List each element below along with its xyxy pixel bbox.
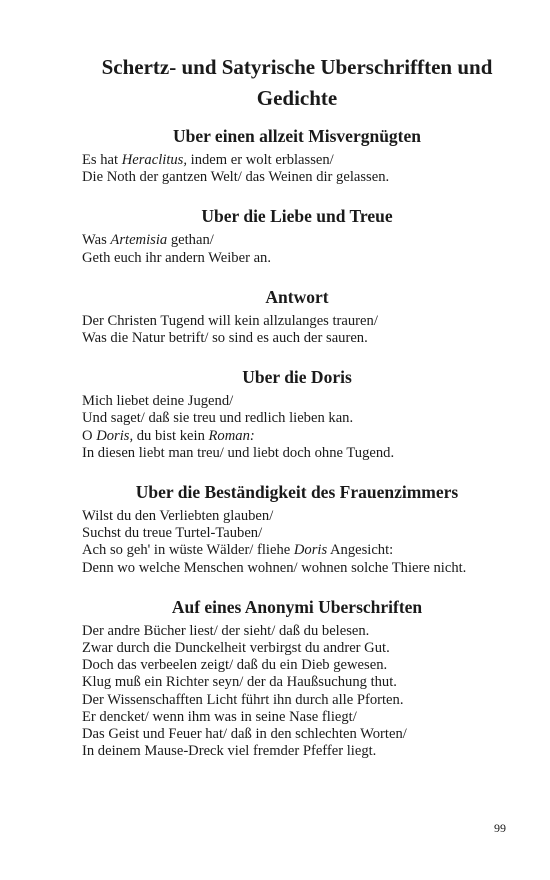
poem-line [82, 743, 502, 760]
text-segment: Zwar durch die Dunckelheit verbirgst du andrer Gut. [82, 640, 390, 657]
poem-line [82, 445, 502, 462]
poem-line [82, 393, 502, 410]
section-heading: Antwort [265, 286, 329, 307]
section-heading: Uber die Liebe und Treue [201, 206, 393, 227]
section-heading: Uber einen allzeit Misvergnügten [172, 126, 422, 146]
page-number: 99 [494, 821, 506, 835]
poem-line [82, 330, 502, 347]
poem-line [82, 560, 502, 577]
poem-lines [82, 393, 502, 462]
text-segment: Es hat [82, 152, 122, 168]
text-segment: gethan/ [167, 232, 214, 249]
poem-line [82, 640, 502, 657]
italic-text-segment: Heraclitus, [121, 152, 187, 168]
poem-lines [82, 152, 502, 186]
text-segment: Was [82, 232, 111, 249]
poem-line [82, 726, 502, 743]
poem-lines [82, 313, 502, 347]
poem-line [82, 250, 502, 267]
poem-lines [82, 623, 502, 761]
poem-lines [82, 508, 502, 577]
text-segment: indem er wolt erblassen/ [187, 152, 334, 168]
section-heading: Auf eines Anonymi Uberschriften [171, 596, 423, 617]
text-segment: Wilst du den Verliebten glauben/ [82, 508, 274, 525]
poem-line [82, 428, 502, 445]
text-segment: Ach so geh' in wüste Wälder/ fliehe [82, 542, 294, 559]
text-segment: Mich liebet deine Jugend/ [82, 393, 234, 410]
poem-section [82, 204, 502, 266]
poem-section [82, 365, 502, 462]
section-heading: Uber die Beständigkeit des Frauenzimmers [135, 482, 459, 503]
text-segment: Die Noth der gantzen Welt/ das Weinen dir gelassen. [82, 169, 390, 186]
text-segment: Was die Natur betrift/ so sind es auch der sauren. [82, 330, 368, 347]
text-segment: Angesicht: [327, 542, 394, 559]
poem-line [82, 692, 502, 709]
poem-lines [82, 232, 502, 266]
italic-text-segment: Doris [293, 542, 328, 559]
poem-line [82, 657, 502, 674]
text-segment: Klug muß ein Richter seyn/ der da Haußsuchung thut. [82, 674, 397, 691]
poem-line [82, 542, 502, 559]
poem-line [82, 508, 502, 525]
poem-line [82, 152, 502, 169]
poem-section [82, 124, 502, 186]
poem-line [82, 674, 502, 691]
text-segment: Er dencket/ wenn ihm was in seine Nase fliegt/ [82, 708, 357, 725]
text-segment: Denn wo welche Menschen wohnen/ wohnen solche Thiere nicht. [82, 559, 467, 576]
italic-text-segment: Doris, [96, 427, 134, 444]
page-title: Schertz- und Satyrische Uberschrifften und Gedichte [101, 55, 493, 110]
poem-line [82, 623, 502, 640]
text-segment: Der Christen Tugend will kein allzulanges trauren/ [82, 312, 378, 329]
text-segment: Geth euch ihr andern Weiber an. [82, 249, 272, 266]
text-segment: Suchst du treue Turtel-Tauben/ [82, 525, 263, 542]
text-segment: Der andre Bücher liest/ der sieht/ daß du belesen. [82, 622, 370, 639]
text-segment: Doch das verbeelen zeigt/ daß du ein Dieb gewesen. [82, 657, 388, 674]
poem-line [82, 232, 502, 249]
text-segment: In deinem Mause-Dreck viel fremder Pfeffer liegt. [82, 743, 377, 760]
poem-line [82, 169, 502, 186]
poem-line [82, 410, 502, 427]
poem-section [82, 285, 502, 347]
italic-text-segment: Roman: [208, 427, 255, 444]
section-heading: Uber die Doris [242, 367, 352, 388]
italic-text-segment: Artemisia [110, 232, 168, 249]
text-segment: O [82, 427, 97, 444]
text-segment: du bist kein [133, 427, 209, 444]
poem-line [82, 313, 502, 330]
poem-sections [82, 124, 502, 760]
poem-line [82, 525, 502, 542]
text-segment: Das Geist und Feuer hat/ daß in den schlechten Worten/ [82, 726, 407, 743]
poem-section [82, 480, 502, 577]
text-segment: In diesen liebt man treu/ und liebt doch ohne Tugend. [82, 444, 395, 461]
text-segment: Der Wissenschafften Licht führt ihn durch alle Pforten. [82, 691, 404, 708]
text-segment: Und saget/ daß sie treu und redlich lieben kan. [82, 410, 354, 427]
poem-section [82, 595, 502, 761]
book-page [82, 52, 502, 760]
poem-line [82, 709, 502, 726]
